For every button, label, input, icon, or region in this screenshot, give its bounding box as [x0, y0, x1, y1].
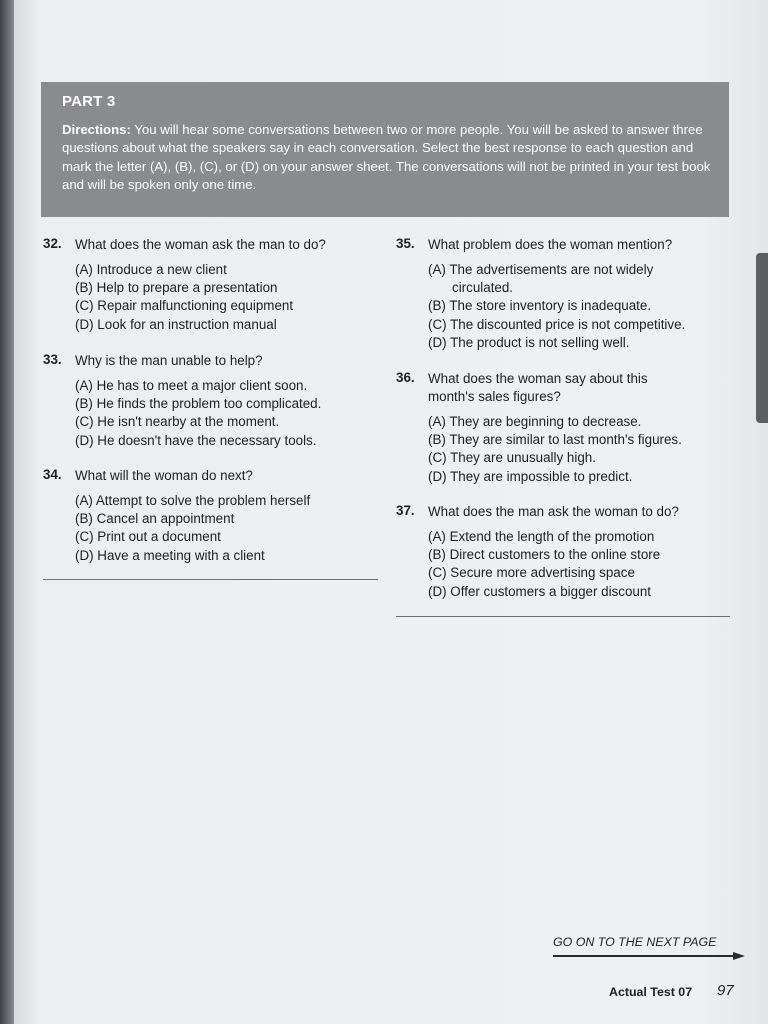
option-a[interactable]: (A) He has to meet a major client soon. — [75, 378, 308, 393]
question-text: What problem does the woman mention? — [428, 237, 673, 252]
option-a[interactable]: (A) They are beginning to decrease. — [428, 414, 642, 429]
answer-options — [75, 492, 378, 565]
option-d[interactable]: (D) The product is not selling well. — [428, 334, 630, 350]
question-number: 33. — [43, 352, 62, 367]
next-page-label: GO ON TO THE NEXT PAGE — [553, 935, 717, 949]
option-c[interactable]: (C) Repair malfunctioning equipment — [75, 298, 294, 314]
option-c[interactable]: (C) They are unusually high. — [428, 450, 596, 466]
part-title: PART 3 — [62, 93, 116, 110]
right-column-divider — [396, 616, 730, 617]
page-number: 97 — [717, 982, 734, 999]
option-b[interactable]: (B) Cancel an appointment — [75, 511, 235, 527]
question-text: What will the woman do next? — [75, 468, 253, 483]
option-a-line2: circulated. — [452, 280, 514, 296]
answer-options — [428, 261, 741, 352]
option-d[interactable]: (D) Look for an instruction manual — [75, 316, 277, 332]
directions-body: You will hear some conversations between two or more people. You will be asked to answer three questions about what the speakers say in each conversation. Select the best response to each question and mark the letter (A), (B), (C), or (D) on your answer sheet. The conversations will not be printed in your test book and will be spoken only one time. — [62, 122, 711, 192]
option-c[interactable]: (C) The discounted price is not competitive. — [428, 316, 686, 332]
option-a[interactable]: (A) Attempt to solve the problem herself — [75, 493, 311, 508]
option-b[interactable]: (B) Help to prepare a presentation — [75, 280, 278, 296]
next-page-arrow-icon — [553, 952, 745, 960]
answer-options — [75, 261, 378, 334]
directions-label: Directions: — [62, 122, 131, 137]
question-text: Why is the man unable to help? — [75, 353, 263, 368]
option-d[interactable]: (D) They are impossible to predict. — [428, 468, 633, 484]
option-a[interactable]: (A) Extend the length of the promotion — [428, 529, 655, 544]
book-binding-shadow — [0, 0, 14, 1024]
question-text — [428, 370, 648, 406]
footer-test-title: Actual Test 07 — [609, 985, 693, 999]
question-33 — [43, 352, 378, 450]
question-36 — [396, 370, 741, 486]
option-a[interactable] — [428, 261, 741, 297]
option-c[interactable]: (C) He isn't nearby at the moment. — [75, 414, 280, 430]
question-number: 34. — [43, 467, 62, 482]
option-b[interactable]: (B) They are similar to last month's figures. — [428, 432, 682, 448]
answer-options — [428, 528, 741, 601]
answer-options — [428, 413, 741, 486]
option-b[interactable]: (B) The store inventory is inadequate. — [428, 298, 652, 314]
question-number: 32. — [43, 236, 62, 251]
option-b[interactable]: (B) He finds the problem too complicated. — [75, 396, 322, 412]
option-c[interactable]: (C) Secure more advertising space — [428, 565, 635, 581]
question-37 — [396, 503, 741, 601]
question-34 — [43, 467, 378, 565]
question-text: What does the woman ask the man to do? — [75, 237, 326, 252]
section-edge-tab — [756, 253, 768, 423]
option-a[interactable]: (A) Introduce a new client — [75, 262, 227, 277]
option-d[interactable]: (D) Have a meeting with a client — [75, 547, 265, 563]
answer-options — [75, 377, 378, 450]
question-number: 35. — [396, 236, 415, 251]
option-a-line1: (A) The advertisements are not widely — [428, 262, 654, 277]
question-number: 37. — [396, 503, 415, 518]
left-column-divider — [43, 579, 378, 580]
question-text: What does the man ask the woman to do? — [428, 504, 679, 519]
question-text-line2: month's sales figures? — [428, 389, 561, 404]
option-d[interactable]: (D) Offer customers a bigger discount — [428, 583, 652, 599]
question-number: 36. — [396, 370, 415, 385]
directions-box — [41, 82, 729, 217]
option-c[interactable]: (C) Print out a document — [75, 529, 221, 545]
directions-text — [62, 121, 722, 194]
question-32 — [43, 236, 378, 334]
question-35 — [396, 236, 741, 352]
option-d[interactable]: (D) He doesn't have the necessary tools. — [75, 432, 317, 448]
option-b[interactable]: (B) Direct customers to the online store — [428, 547, 661, 563]
question-text-line1: What does the woman say about this — [428, 371, 648, 386]
